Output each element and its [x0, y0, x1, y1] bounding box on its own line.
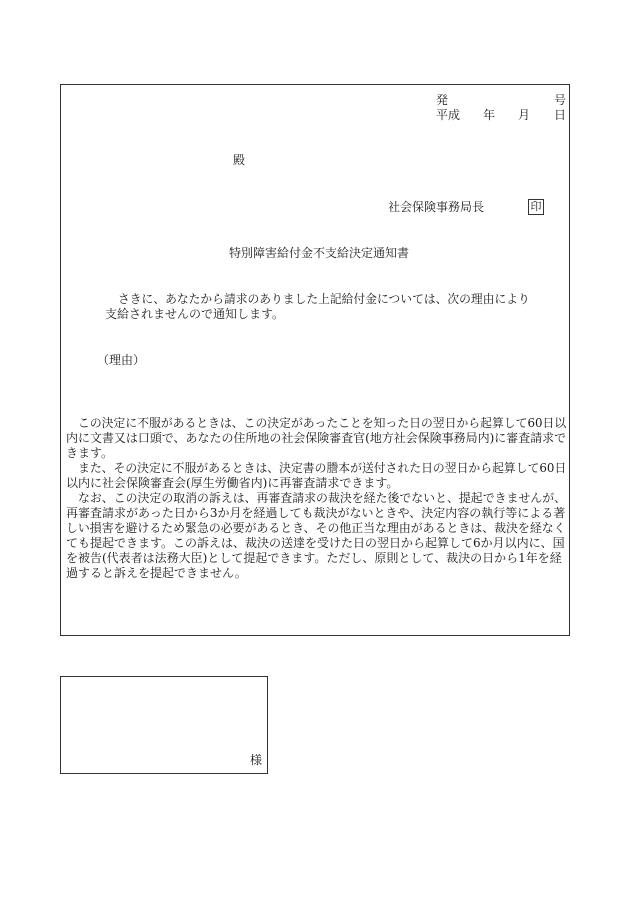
recipient-honorific: 様: [250, 753, 263, 767]
document-title: 特別障害給付金不支給決定通知書: [229, 246, 410, 260]
appeal-line: 内に文書又は口頭で、あなたの住所地の社会保険審査官(地方社会保険事務局内)に審査請求で: [66, 431, 567, 445]
appeal-line: 過すると訴えを提起できません。: [66, 566, 247, 580]
appeal-line: この決定に不服があるときは、この決定があったことを知った日の翌日から起算して60日以: [78, 416, 567, 430]
year-label: 年: [483, 108, 496, 122]
body-line-2: 支給されませんので通知します。: [105, 307, 285, 321]
issuer-title: 社会保険事務局長: [388, 200, 485, 214]
appeal-line: また、その決定に不服があるときは、決定書の謄本が送付された日の翌日から起算して60日: [78, 461, 567, 475]
appeal-line: 以内に社会保険審査会(厚生労働省内)に再審査請求できます。: [66, 476, 399, 490]
reason-label: （理由）: [97, 353, 146, 367]
addressee-suffix: 殿: [233, 153, 246, 167]
appeal-line: しい損害を避けるため緊急の必要があるとき、その他正当な理由があるときは、裁決を経なく: [66, 521, 566, 535]
issue-number-label: 発: [436, 93, 449, 107]
recipient-address-box: [60, 676, 268, 774]
seal-mark: 印: [528, 199, 544, 215]
appeal-line: 再審査請求があった日から3か月を経過しても裁決がないときや、決定内容の執行等による著: [66, 506, 566, 520]
appeal-line: きます。: [66, 446, 114, 460]
appeal-line: なお、この決定の取消の訴えは、再審査請求の裁決を経た後でないと、提起できませんが、: [78, 491, 567, 505]
appeal-line: を被告(代表者は法務大臣)として提起できます。ただし、原則として、裁決の日から1年を経: [66, 551, 562, 565]
month-label: 月: [518, 108, 531, 122]
body-line-1: さきに、あなたから請求のありました上記給付金については、次の理由により: [118, 292, 530, 306]
era-label: 平成: [436, 108, 461, 122]
issue-number-suffix: 号: [554, 93, 567, 107]
appeal-line: ても提起できます。この訴えは、裁決の送達を受けた日の翌日から起算して6か月以内に、国: [66, 536, 565, 550]
day-label: 日: [554, 108, 567, 122]
